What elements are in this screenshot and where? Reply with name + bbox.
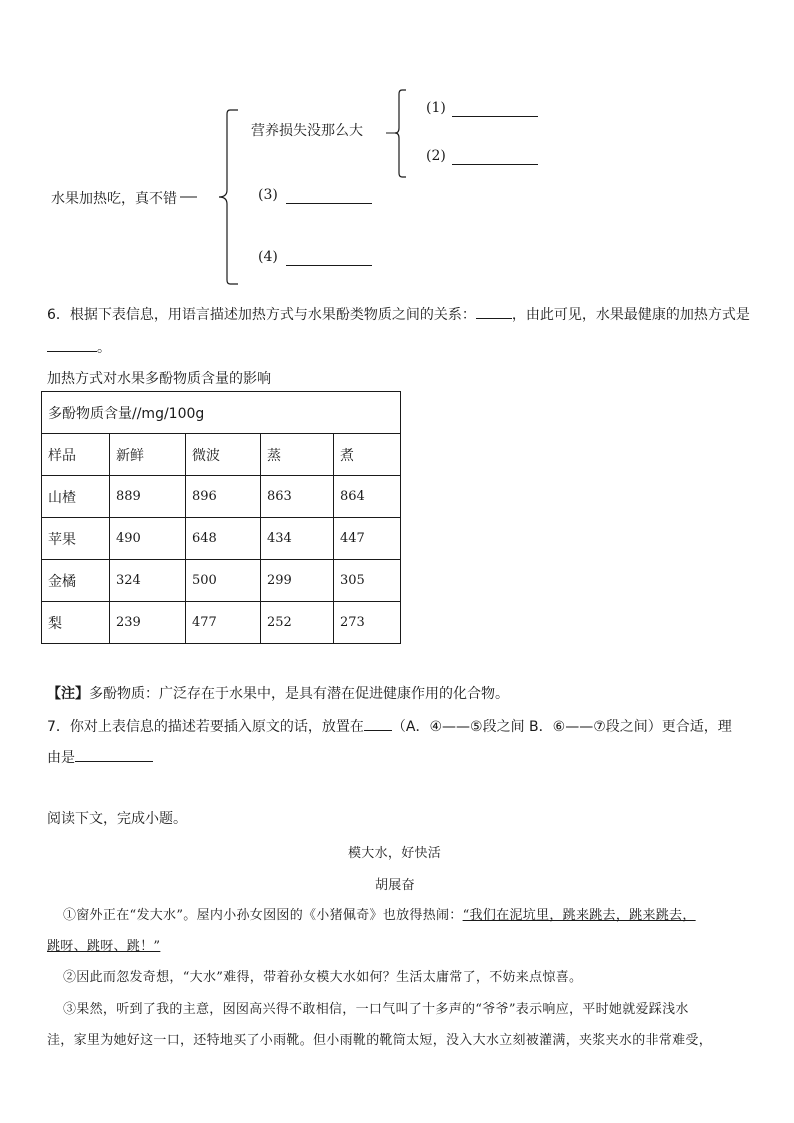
table-cell: 889 [110,476,186,518]
small-brace [395,90,406,177]
question-6-line2 [47,337,111,357]
diagram-item3-label: (3) [258,187,278,203]
table-unit-header: 多酚物质含量//mg/100g [42,392,401,434]
q7-text-a: 7．你对上表信息的描述若要插入原文的话，放置在 [47,719,364,735]
table-cell: 梨 [42,602,110,644]
paragraph-1-line2: 跳呀、跳呀、跳！” [47,939,161,954]
table-row [42,518,401,560]
p1-quote-a: “我们在泥坑里，跳来跳去，跳来跳去， [462,908,696,923]
table-cell: 490 [110,518,186,560]
table-row [42,476,401,518]
question-6-line1 [47,304,750,324]
table-unit-row [42,392,401,434]
table-cell: 896 [186,476,261,518]
table-row [42,560,401,602]
table-cell: 299 [261,560,334,602]
q6-text-b: ，由此可见，水果最健康的加热方式是 [511,307,750,323]
q6-blank-1[interactable] [476,306,512,319]
table-cell: 864 [334,476,401,518]
column-header: 煮 [334,434,401,476]
note-label: 【注】 [47,686,89,702]
big-brace [219,110,238,284]
note-text: 多酚物质：广泛存在于水果中，是具有潜在促进健康作用的化合物。 [89,686,509,702]
column-header: 新鲜 [110,434,186,476]
table-cell: 山楂 [42,476,110,518]
question-7-line1 [47,716,732,736]
diagram-sub1-label: (1) [426,100,446,116]
table-cell: 434 [261,518,334,560]
table-cell: 273 [334,602,401,644]
table-cell: 苹果 [42,518,110,560]
diagram-item4-label: (4) [258,249,278,265]
question-7-line2 [47,747,153,767]
column-header: 样品 [42,434,110,476]
table-cell: 305 [334,560,401,602]
p1-text: ①窗外正在“发大水”。屋内小孙女囡囡的《小猪佩奇》也放得热闹： [63,908,463,923]
column-header: 蒸 [261,434,334,476]
table-caption: 加热方式对水果多酚物质含量的影响 [47,371,271,387]
diagram-item3-blank[interactable] [286,203,372,204]
diagram-item4-blank[interactable] [286,265,372,266]
table-cell: 252 [261,602,334,644]
diagram-sub2-label: (2) [426,148,446,164]
reading-instruction: 阅读下文，完成小题。 [47,811,187,827]
paragraph-3-line1: ③果然，听到了我的主意，囡囡高兴得不敢相信，一口气叫了十多声的“爷爷”表示响应，平时她就爱踩浅水 [63,1002,689,1017]
table-cell: 863 [261,476,334,518]
table-cell: 477 [186,602,261,644]
diagram-branch-top: 营养损失没那么大 [251,123,363,139]
bracket-diagram [0,0,794,300]
table-header-row [42,434,401,476]
table-note [47,683,509,703]
column-header: 微波 [186,434,261,476]
paragraph-3-line2: 洼，家里为她好这一口，还特地买了小雨靴。但小雨靴的靴筒太短，没入大水立刻被灌满，夹浆夹水的非常难受， [47,1033,713,1048]
diagram-sub1-blank[interactable] [452,116,538,117]
table-cell: 239 [110,602,186,644]
table-cell: 648 [186,518,261,560]
q7-blank-1[interactable] [364,718,392,731]
passage-title: 模大水，好快活 [348,846,442,861]
q6-blank-2[interactable] [47,339,97,352]
table-cell: 324 [110,560,186,602]
passage-author: 胡展奋 [375,878,415,893]
table-row [42,602,401,644]
q7-line2-text: 由是 [47,750,75,766]
diagram-root-text: 水果加热吃，真不错 [51,191,177,207]
q7-text-b: （A．④——⑤段之间 B．⑥——⑦段之间）更合适，理 [391,719,732,735]
q6-line2-end: 。 [97,340,111,356]
diagram-sub2-blank[interactable] [452,164,538,165]
paragraph-2: ②因此而忽发奇想，“大水”难得，带着孙女模大水如何？生活太庸常了，不妨来点惊喜。 [63,970,583,985]
paragraph-1-line1 [63,904,696,923]
polyphenol-table [41,391,401,644]
table-cell: 金橘 [42,560,110,602]
q7-blank-2[interactable] [75,749,153,762]
table-cell: 500 [186,560,261,602]
q6-text-a: 6．根据下表信息，用语言描述加热方式与水果酚类物质之间的关系： [47,307,476,323]
table-cell: 447 [334,518,401,560]
